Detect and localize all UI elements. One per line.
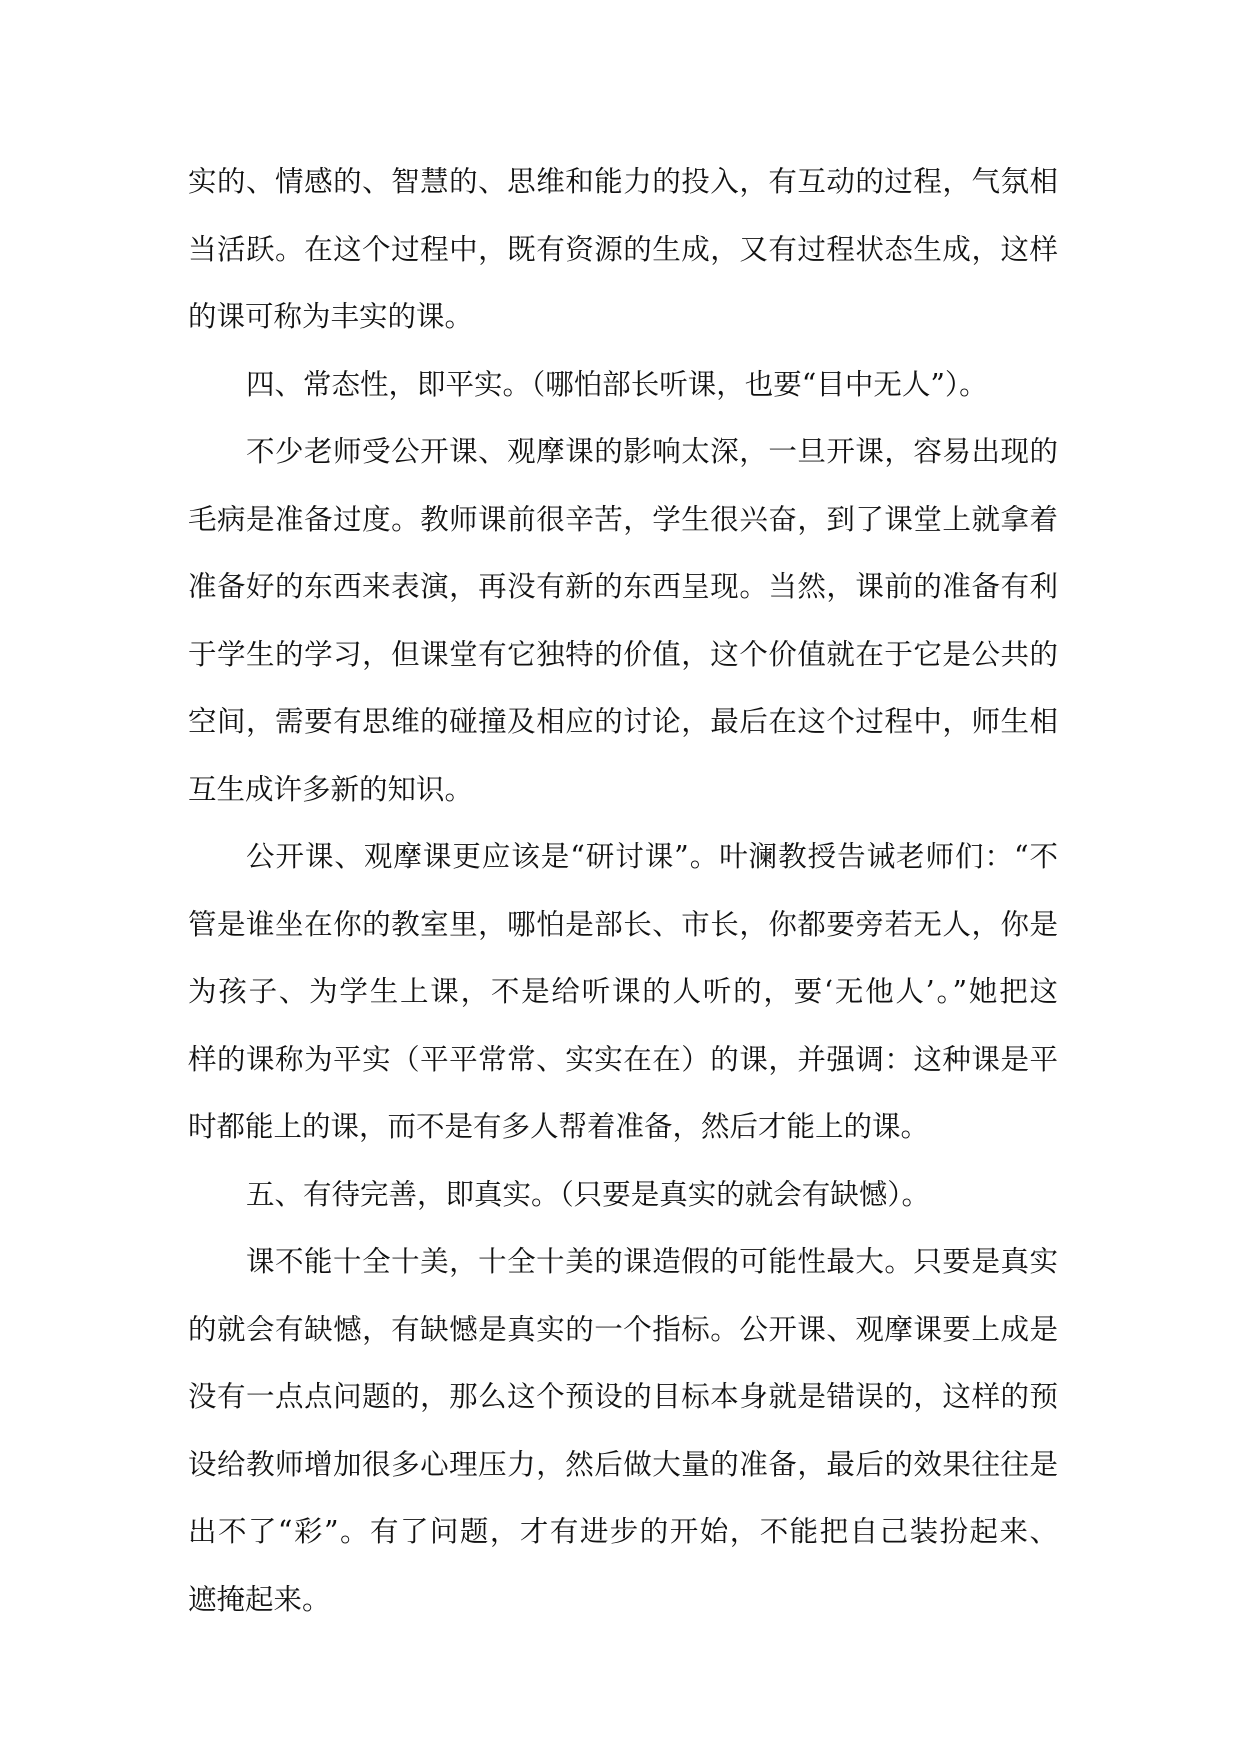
text-line: 遮掩起来。 (188, 1582, 331, 1616)
text-line: 准备好的东西来表演，再没有新的东西呈现。当然，课前的准备有利 (188, 570, 1058, 603)
text-line: 没有一点点问题的，那么这个预设的目标本身就是错误的，这样的预 (188, 1380, 1058, 1413)
text-line: 的课可称为丰实的课。 (188, 300, 474, 333)
text-line: 毛病是准备过度。教师课前很辛苦，学生很兴奋，到了课堂上就拿着 (188, 502, 1058, 536)
text-line: 为孩子、为学生上课，不是给听课的人听的，要‘无他人’。”她把这 (188, 975, 1058, 1008)
text-line: 课不能十全十美，十全十美的课造假的可能性最大。只要是真实 (246, 1245, 1058, 1278)
section-heading-five: 五、有待完善，即真实。（只要是真实的就会有缺憾）。 (246, 1177, 931, 1211)
text-line: 的就会有缺憾，有缺憾是真实的一个指标。公开课、观摩课要上成是 (188, 1312, 1058, 1346)
text-line: 不少老师受公开课、观摩课的影响太深，一旦开课，容易出现的 (246, 435, 1058, 468)
text-line: 实的、情感的、智慧的、思维和能力的投入，有互动的过程，气氛相 (188, 165, 1058, 198)
text-line: 出不了“彩”。有了问题，才有进步的开始，不能把自己装扮起来、 (188, 1515, 1058, 1548)
text-line: 设给教师增加很多心理压力，然后做大量的准备，最后的效果往往是 (188, 1447, 1058, 1481)
text-line: 时都能上的课，而不是有多人帮着准备，然后才能上的课。 (188, 1110, 930, 1143)
text-line: 管是谁坐在你的教室里，哪怕是部长、市长，你都要旁若无人，你是 (188, 907, 1058, 941)
body-text (188, 148, 1058, 1633)
text-line: 当活跃。在这个过程中，既有资源的生成，又有过程状态生成，这样 (188, 232, 1058, 266)
text-line: 公开课、观摩课更应该是“研讨课”。叶澜教授告诫老师们：“不 (246, 840, 1058, 873)
text-line: 互生成许多新的知识。 (188, 772, 474, 806)
section-heading-four: 四、常态性，即平实。（哪怕部长听课，也要“目中无人”）。 (246, 367, 988, 401)
text-line: 空间，需要有思维的碰撞及相应的讨论，最后在这个过程中，师生相 (188, 705, 1058, 738)
text-line: 样的课称为平实（平平常常、实实在在）的课，并强调：这种课是平 (188, 1042, 1058, 1076)
text-line: 于学生的学习，但课堂有它独特的价值，这个价值就在于它是公共的 (188, 637, 1058, 671)
